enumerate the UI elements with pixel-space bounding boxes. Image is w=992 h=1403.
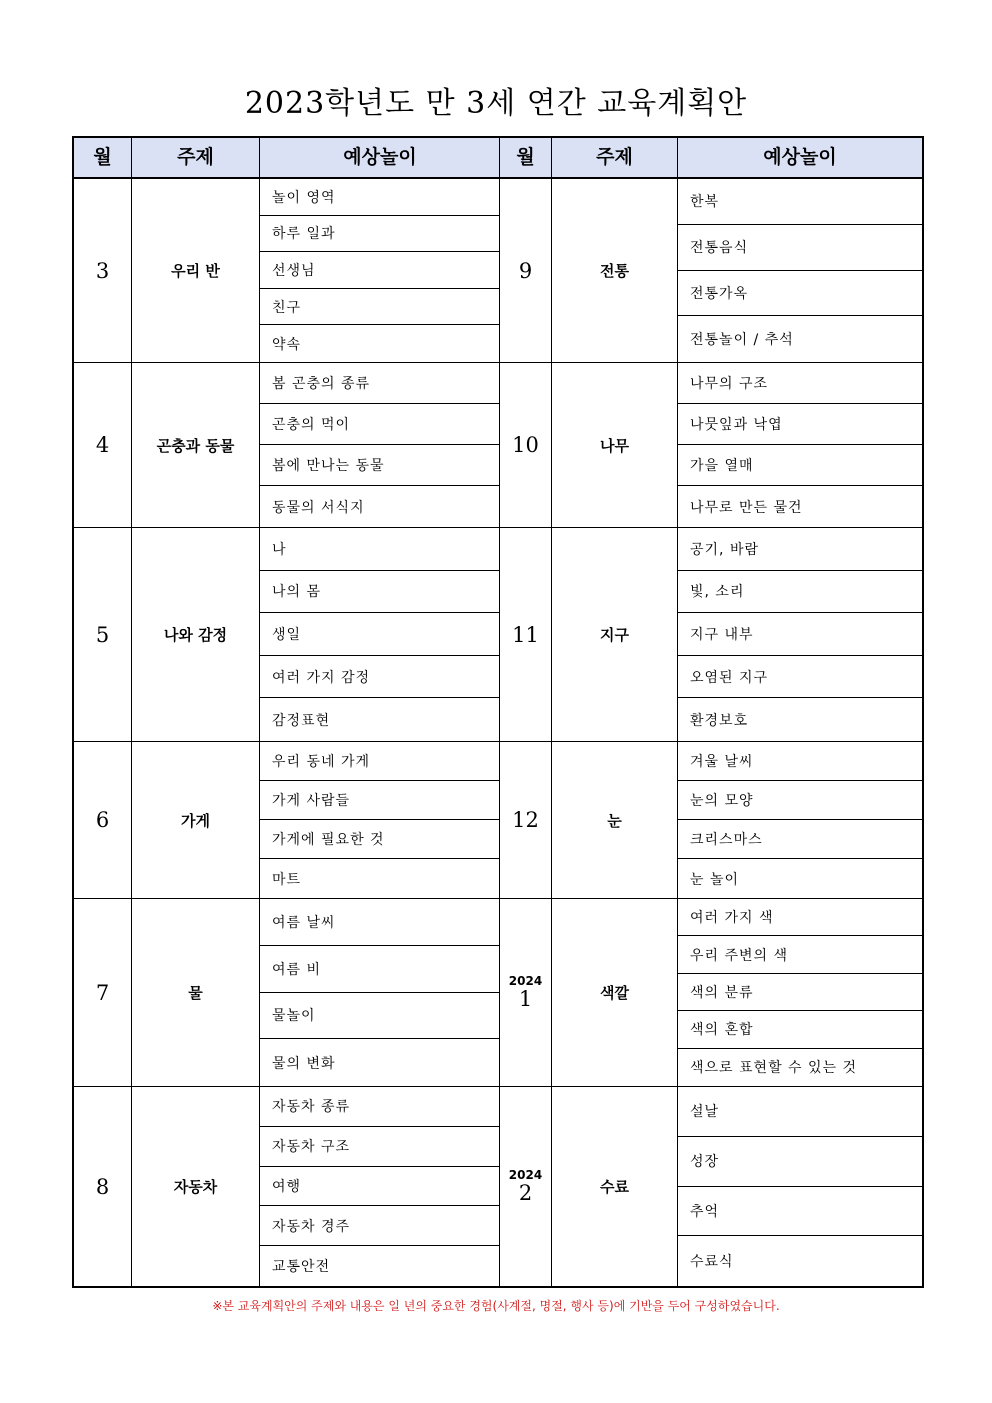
header-theme-right: 주제 [596, 146, 633, 168]
play-item: 눈 놀이 [690, 871, 740, 888]
play-item: 감정표현 [272, 712, 331, 729]
play-item: 나무의 구조 [678, 363, 922, 404]
play-item: 여름 비 [260, 946, 499, 993]
column-divider [551, 179, 552, 1286]
play-item: 자동차 종류 [260, 1087, 499, 1127]
theme-cell: 지구 [600, 626, 629, 644]
column-divider [259, 179, 260, 1286]
theme-cell: 나무 [600, 436, 629, 455]
theme-cell: 나와 감정 [163, 626, 228, 644]
month-cell [500, 1087, 551, 1286]
play-item: 약속 [272, 336, 302, 353]
play-item: 나무로 만든 물건 [690, 499, 803, 516]
play-item: 하루 일과 [260, 216, 499, 253]
month-label: 1 [518, 986, 533, 1011]
play-item: 자동차 구조 [260, 1127, 499, 1167]
play-item: 빛, 소리 [678, 571, 922, 614]
month-cell: 3 [95, 258, 110, 283]
column-divider [499, 138, 500, 177]
table-header [74, 138, 922, 179]
play-item: 한복 [678, 179, 922, 225]
table-body [74, 179, 922, 1286]
header-month-left: 월 [93, 146, 112, 168]
plan-table [72, 136, 924, 1288]
theme-cell: 눈 [607, 811, 622, 830]
column-divider [551, 138, 552, 177]
play-item: 크리스마스 [678, 820, 922, 859]
play-item: 환경보호 [690, 712, 749, 729]
column-divider [677, 138, 678, 177]
column-divider [499, 179, 500, 1286]
play-item: 자동차 경주 [260, 1206, 499, 1246]
table-row [74, 363, 922, 528]
header-theme-left: 주제 [177, 146, 214, 168]
play-item: 눈의 모양 [678, 781, 922, 820]
month-cell: 5 [95, 622, 110, 647]
play-item: 가게 사람들 [260, 781, 499, 820]
table-row [74, 742, 922, 899]
theme-cell: 곤충과 동물 [156, 436, 235, 455]
theme-cell: 자동차 [173, 1178, 218, 1196]
play-item: 여러 가지 감정 [260, 656, 499, 699]
table-row [74, 899, 922, 1087]
play-item: 놀이 영역 [260, 179, 499, 216]
table-row [74, 528, 922, 742]
play-item: 여름 날씨 [260, 899, 499, 946]
theme-cell: 수료 [600, 1178, 629, 1196]
play-item: 선생님 [260, 252, 499, 289]
play-item: 색의 분류 [678, 974, 922, 1011]
play-item: 곤충의 먹이 [260, 404, 499, 445]
play-item: 봄에 만나는 동물 [260, 445, 499, 486]
month-cell: 9 [518, 258, 533, 283]
month-cell [500, 899, 551, 1086]
theme-cell: 물 [188, 984, 203, 1002]
play-item: 가을 열매 [678, 445, 922, 486]
play-item: 설날 [678, 1087, 922, 1137]
play-item: 물의 변화 [272, 1055, 336, 1072]
play-item: 오염된 지구 [678, 656, 922, 699]
play-item: 우리 주변의 색 [678, 936, 922, 973]
play-item: 가게에 필요한 것 [260, 820, 499, 859]
month-label: 2 [518, 1180, 533, 1205]
play-item: 추억 [678, 1187, 922, 1237]
year-label: 2024 [508, 1168, 543, 1183]
play-item: 겨울 날씨 [678, 742, 922, 781]
play-item: 공기, 바람 [678, 528, 922, 571]
page-title: 2023학년도 만 3세 연간 교육계획안 [244, 86, 748, 121]
play-item: 여러 가지 색 [678, 899, 922, 936]
month-cell: 11 [512, 622, 539, 647]
play-item: 봄 곤충의 종류 [260, 363, 499, 404]
play-item: 지구 내부 [678, 613, 922, 656]
table-row [74, 1087, 922, 1286]
column-divider [131, 138, 132, 177]
column-divider [677, 179, 678, 1286]
play-item: 나 [260, 528, 499, 571]
play-item: 생일 [260, 613, 499, 656]
column-divider [131, 179, 132, 1286]
theme-cell: 가게 [181, 811, 210, 830]
header-month-right: 월 [516, 146, 535, 168]
month-cell: 6 [95, 808, 110, 832]
month-cell: 12 [512, 808, 539, 832]
play-item: 동물의 서식지 [272, 499, 365, 516]
month-cell: 4 [95, 433, 110, 457]
play-item: 우리 동네 가게 [260, 742, 499, 781]
month-cell: 10 [512, 433, 539, 457]
play-item: 전통음식 [678, 225, 922, 271]
play-item: 성장 [678, 1137, 922, 1187]
play-item: 전통가옥 [678, 271, 922, 317]
play-item: 물놀이 [260, 993, 499, 1040]
header-play-left: 예상놀이 [343, 146, 417, 168]
table-row [74, 179, 922, 363]
column-divider [259, 138, 260, 177]
footnote: ※본 교육계획안의 주제와 내용은 일 년의 중요한 경험(사계절, 명절, 행사 등)에 기반을 두어 구성하였습니다. [212, 1299, 780, 1313]
play-item: 전통놀이 / 추석 [690, 332, 794, 349]
theme-cell: 전통 [600, 262, 629, 280]
play-item: 색의 혼합 [678, 1011, 922, 1048]
month-cell: 7 [95, 980, 110, 1005]
year-label: 2024 [508, 974, 543, 989]
play-item: 교통안전 [272, 1259, 331, 1276]
play-item: 친구 [260, 289, 499, 326]
header-play-right: 예상놀이 [763, 146, 837, 168]
play-item: 마트 [272, 871, 302, 888]
month-cell: 8 [95, 1174, 110, 1199]
play-item: 색으로 표현할 수 있는 것 [690, 1060, 858, 1077]
play-item: 나의 몸 [260, 571, 499, 614]
theme-cell: 색깔 [600, 984, 629, 1002]
theme-cell: 우리 반 [171, 262, 220, 280]
play-item: 나뭇잎과 낙엽 [678, 404, 922, 445]
play-item: 수료식 [690, 1254, 734, 1271]
play-item: 여행 [260, 1167, 499, 1207]
